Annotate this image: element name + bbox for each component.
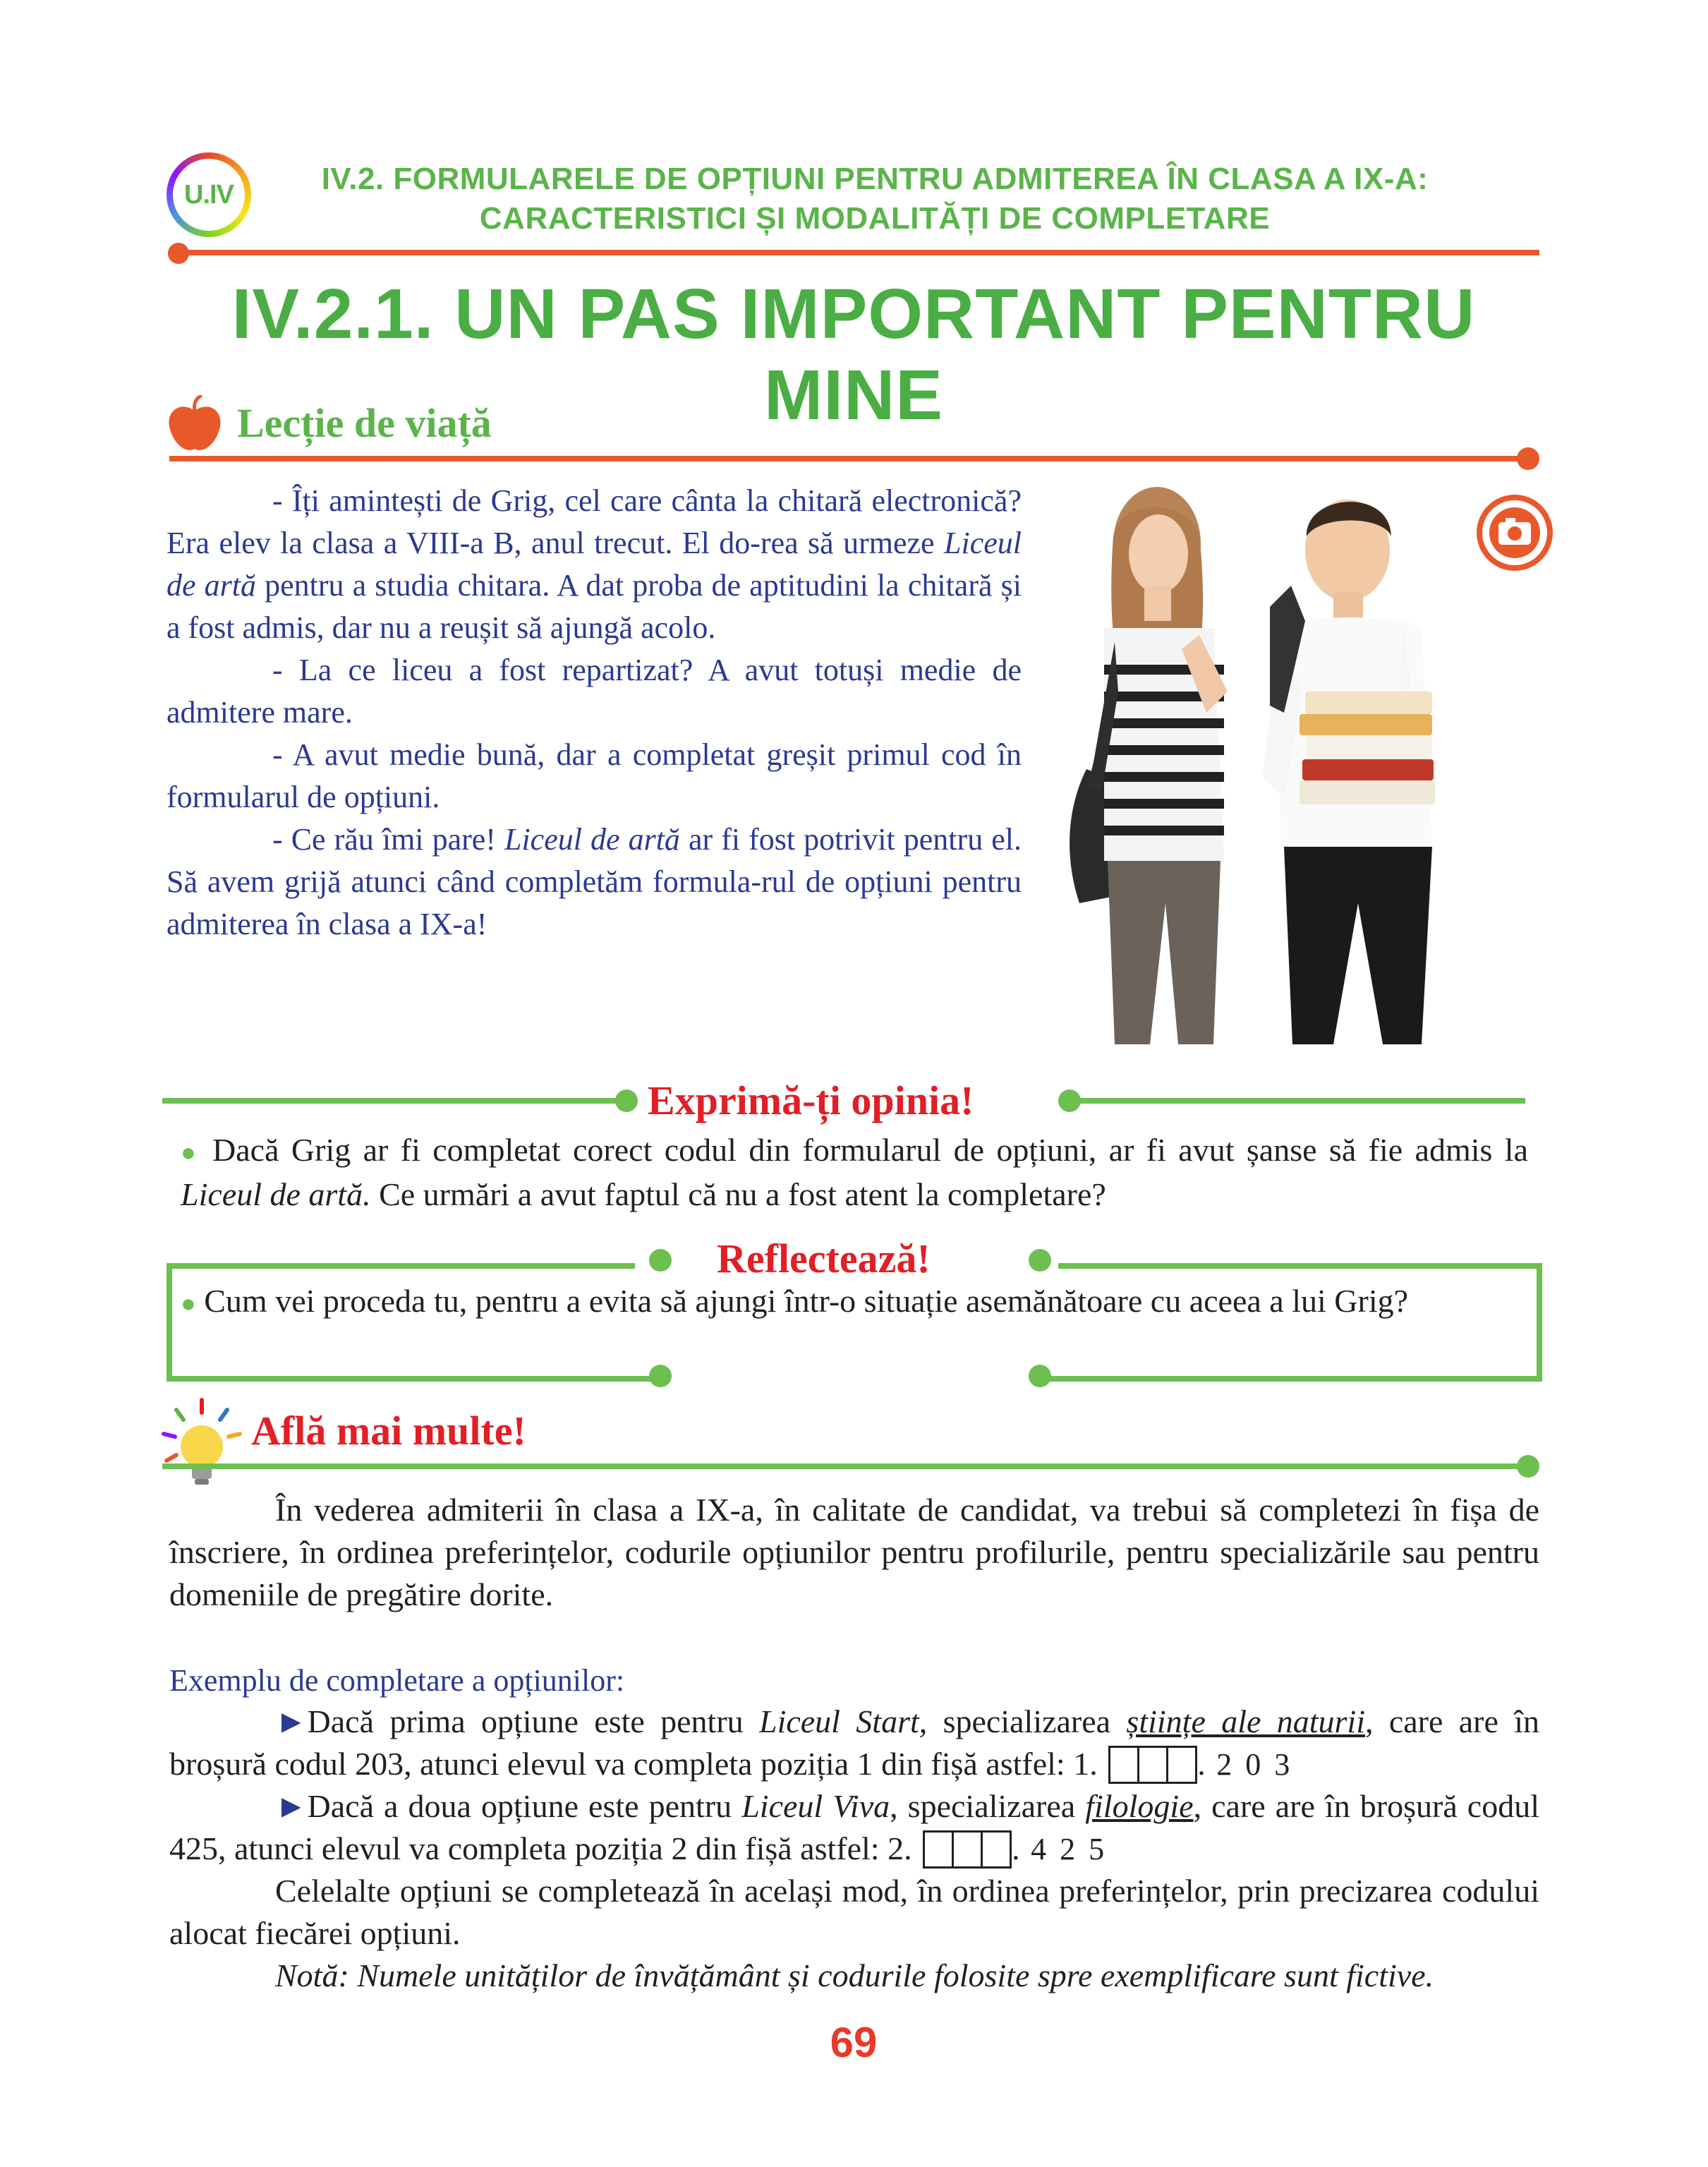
page-title: IV.2.1. UN PAS IMPORTANT PENTRU MINE	[231, 274, 1476, 435]
code-digit: 2	[952, 1830, 983, 1869]
code-digit: 0	[1137, 1746, 1168, 1784]
reflect-bottom-mask	[663, 1365, 1030, 1393]
header-divider-dot	[168, 243, 189, 264]
lightbulb-icon	[159, 1397, 244, 1489]
reflect-bottom-dot-left	[649, 1365, 672, 1387]
unit-badge: U.IV	[166, 152, 251, 237]
learn-title: Află mai multe!	[251, 1408, 526, 1454]
code-digit: 4	[923, 1830, 954, 1869]
code-digit: 5	[981, 1830, 1012, 1869]
dialogue-paragraph: - Îți amintești de Grig, cel care cânta la chitară electronică? Era elev la clasa a VIII-a B, anul trecut. El do-rea să urmeze Liceul de artă pentru a studia chitara. A dat proba de aptitudini la chitară și a fost admis, dar nu a reușit să ajungă acolo.	[166, 483, 1022, 645]
bullet-icon: ●	[181, 1138, 200, 1166]
reflect-title: Reflectează!	[717, 1236, 931, 1281]
learn-intro: În vederea admiterii în clasa a IX-a, în calitate de candidat, va trebui să completezi în fișa de înscriere, în ordinea preferințelor, codurile opțiunilor pentru profilurile, pentru specializările sau pentru domeniile de pregătire dorite.	[169, 1492, 1539, 1612]
opinion-divider-left	[162, 1098, 621, 1104]
opinion-question: ● Dacă Grig ar fi completat corect codul din formularul de opțiuni, ar fi avut șanse să fie admis la Liceul de artă. Ce urmări a avut faptul că nu a fost atent la completare?	[181, 1132, 1529, 1212]
opinion-divider-right	[1072, 1098, 1525, 1104]
example-1: ►Dacă prima opțiune este pentru Liceul Start, specializarea științe ale naturii, care are în broșură codul 203, atunci elevul va completa poziția 1 din fișă astfel: 1. 2 0 3.	[169, 1701, 1539, 1785]
lesson-divider	[169, 456, 1524, 461]
chapter-heading-line2: CARACTERISTICI ȘI MODALITĂȚI DE COMPLETARE	[479, 201, 1271, 236]
example-2: ►Dacă a doua opțiune este pentru Liceul Viva, specializarea filologie, care are în broșură codul 425, atunci elevul va completa poziția 2 din fișă astfel: 2. 4 2 5.	[169, 1785, 1539, 1870]
opinion-title: Exprimă-ți opinia!	[648, 1078, 974, 1123]
triangle-icon: ►	[275, 1788, 308, 1824]
camera-icon	[1476, 494, 1553, 572]
code-digit: 2	[1108, 1746, 1139, 1784]
learn-divider	[162, 1463, 1524, 1469]
dialogue-paragraph: - La ce liceu a fost repartizat? A avut totuși medie de admitere mare.	[166, 653, 1022, 730]
girl-figure	[1070, 487, 1228, 1044]
boy-figure	[1263, 500, 1435, 1044]
page-number: 69	[830, 2019, 878, 2066]
triangle-icon: ►	[275, 1703, 308, 1739]
reflect-dot-right	[1029, 1249, 1051, 1272]
other-options: Celelalte opțiuni se completează în același mod, în ordinea preferințelor, prin precizarea codului alocat fiecărei opțiuni.	[169, 1873, 1539, 1951]
bullet-icon: ●	[181, 1289, 196, 1317]
books-stack	[1300, 692, 1435, 804]
dialogue-paragraph: - Ce rău îmi pare! Liceul de artă ar fi fost potrivit pentru el. Să avem grijă atunci când completăm formula-rul de opțiuni pentru admiterea în clasa a IX-a!	[166, 822, 1022, 941]
code-digit: 3	[1166, 1746, 1197, 1784]
chapter-heading-line1: IV.2. FORMULARELE DE OPȚIUNI PENTRU ADMITEREA ÎN CLASA A IX-A:	[321, 162, 1429, 196]
lesson-dialogue	[166, 480, 1022, 946]
header-divider	[178, 250, 1539, 255]
lesson-title: Lecție de viață	[237, 400, 492, 446]
chapter-heading	[268, 159, 1482, 239]
learn-divider-dot	[1517, 1455, 1539, 1478]
reflect-question: ● Cum vei proceda tu, pentru a evita să ajungi într-o situație asemănătoare cu aceea a lui Grig?	[181, 1283, 1409, 1319]
reflect-dot-left	[649, 1249, 672, 1272]
reflect-bottom-dot-right	[1029, 1365, 1051, 1387]
note: Notă: Numele unităților de învățământ și codurile folosite spre exemplificare sunt fictive.	[275, 1957, 1434, 1993]
lesson-divider-dot	[1517, 447, 1539, 470]
apple-icon	[166, 395, 223, 456]
opinion-dot-left	[615, 1089, 638, 1112]
students-photo	[1037, 480, 1545, 1044]
example-heading: Exemplu de completare a opțiunilor:	[169, 1663, 625, 1698]
dialogue-paragraph: - A avut medie bună, dar a completat greșit primul cod în formularul de opțiuni.	[166, 737, 1022, 814]
